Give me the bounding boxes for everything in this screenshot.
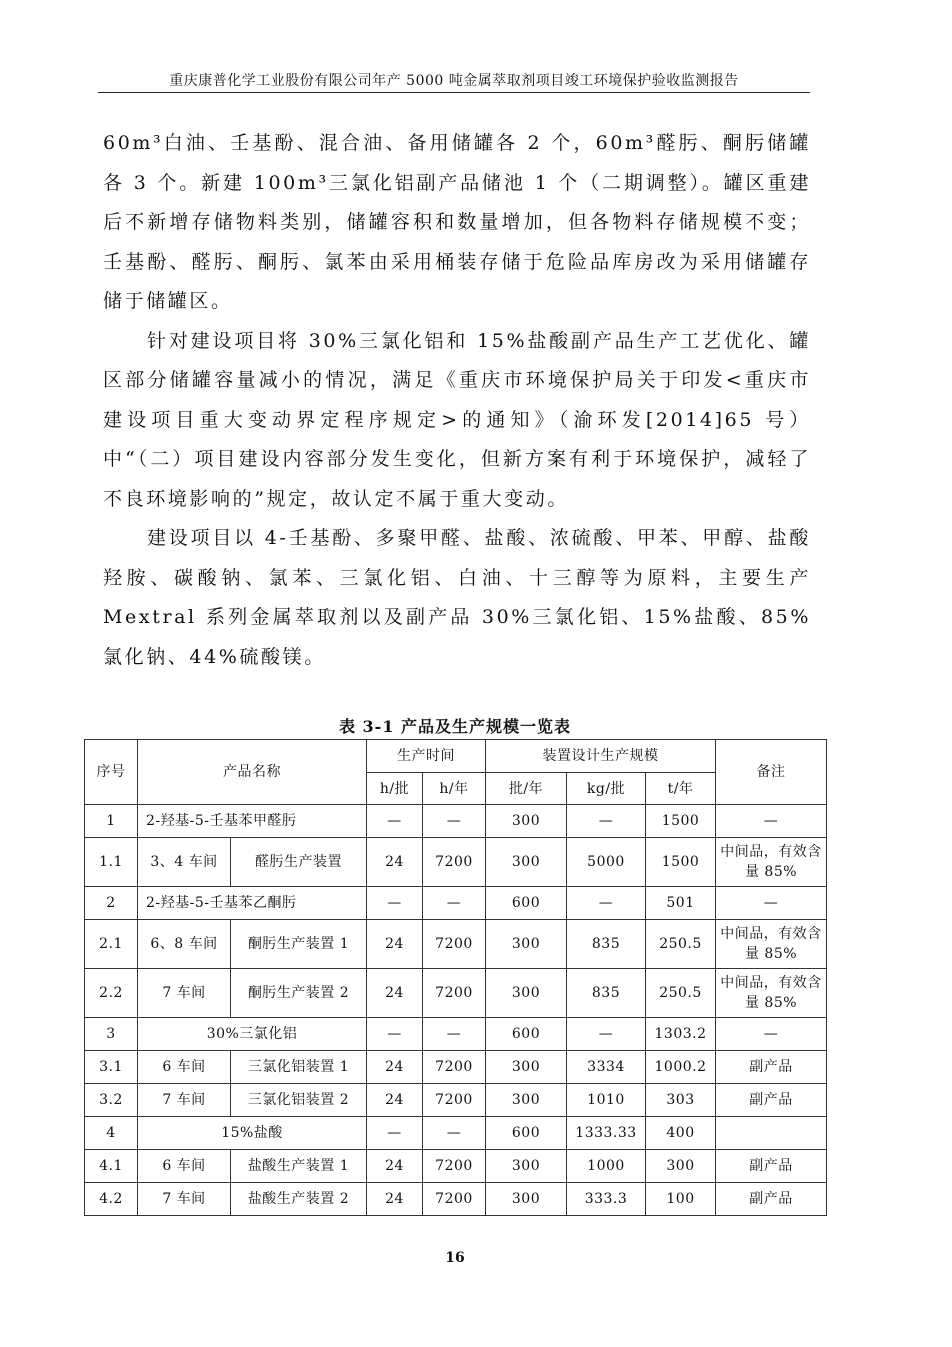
cell-seq: 2.1 (85, 920, 138, 969)
paragraph-raw-materials: 建设项目以 4-壬基酚、多聚甲醛、盐酸、浓硫酸、甲苯、甲醇、盐酸羟胺、碳酸钠、氯苯、三氯化铝、白油、十三醇等为原料，主要生产 Mextral 系列金属萃取剂以及副产品 30%三氯化铝、15%盐酸、85%氯化钠、44%硫酸镁。 (103, 527, 811, 668)
cell-kg-per-batch: — (567, 887, 646, 920)
cell-kg-per-batch: 3334 (567, 1051, 646, 1084)
cell-workshop: 6、8 车间 (138, 920, 231, 969)
cell-t-per-year: 1500 (646, 838, 716, 887)
header-kg-per-batch: kg/批 (567, 773, 646, 805)
cell-remark: 副产品 (716, 1051, 827, 1084)
table-row (85, 887, 827, 920)
cell-h-per-batch: — (367, 1018, 423, 1051)
cell-remark: 中间品，有效含量 85% (716, 920, 827, 969)
cell-t-per-year: 303 (646, 1084, 716, 1117)
cell-seq: 3.1 (85, 1051, 138, 1084)
cell-h-per-year: 7200 (423, 838, 486, 887)
header-product-name: 产品名称 (138, 740, 367, 805)
paragraph-tank-area: 60m³白油、壬基酚、混合油、备用储罐各 2 个，60m³醛肟、酮肟储罐各 3 个。新建 100m³三氯化铝副产品储池 1 个（二期调整）。罐区重建后不新增存储物料类别，储罐容积和数量增加，但各物料存储规模不变；壬基酚、醛肟、酮肟、氯苯由采用桶装存储于危险品库房改为采用储罐存储于储罐区。 (103, 132, 811, 312)
table-header-row (85, 740, 827, 773)
cell-t-per-year: 501 (646, 887, 716, 920)
table-row (85, 1183, 827, 1216)
cell-batch-per-year: 600 (486, 1117, 567, 1150)
cell-t-per-year: 250.5 (646, 920, 716, 969)
table-caption: 表 3-1 产品及生产规模一览表 (338, 717, 572, 736)
cell-remark: 中间品，有效含量 85% (716, 838, 827, 887)
product-scale-table (84, 739, 827, 1216)
cell-h-per-batch: — (367, 1117, 423, 1150)
table-row (85, 1051, 827, 1084)
header-divider (98, 92, 810, 93)
table-row (85, 805, 827, 838)
cell-device: 酮肟生产装置 2 (231, 969, 367, 1018)
cell-kg-per-batch: — (567, 1018, 646, 1051)
cell-h-per-batch: 24 (367, 969, 423, 1018)
cell-h-per-batch: — (367, 805, 423, 838)
cell-seq: 3 (85, 1018, 138, 1051)
cell-h-per-batch: 24 (367, 1051, 423, 1084)
cell-seq: 2 (85, 887, 138, 920)
header-seq: 序号 (85, 740, 138, 805)
cell-workshop: 7 车间 (138, 1183, 231, 1216)
cell-h-per-batch: 24 (367, 920, 423, 969)
cell-kg-per-batch: 333.3 (567, 1183, 646, 1216)
cell-workshop: 6 车间 (138, 1150, 231, 1183)
cell-h-per-batch: — (367, 887, 423, 920)
cell-batch-per-year: 300 (486, 838, 567, 887)
cell-h-per-year: 7200 (423, 969, 486, 1018)
paragraph-change-assessment: 针对建设项目将 30%三氯化铝和 15%盐酸副产品生产工艺优化、罐区部分储罐容量减小的情况，满足《重庆市环境保护局关于印发<重庆市建设项目重大变动界定程序规定>的通知》（渝环发[2014]65 号）中“（二）项目建设内容部分发生变化，但新方案有利于环境保护，减轻了不良环境影响的”规定，故认定不属于重大变动。 (103, 329, 811, 510)
table-row (85, 838, 827, 887)
cell-device: 三氯化铝装置 1 (231, 1051, 367, 1084)
table-body (85, 740, 827, 1216)
cell-t-per-year: 100 (646, 1183, 716, 1216)
cell-h-per-year: — (423, 1018, 486, 1051)
cell-product-name: 2-羟基-5-壬基苯乙酮肟 (138, 887, 367, 920)
cell-batch-per-year: 300 (486, 1084, 567, 1117)
header-batch-per-year: 批/年 (486, 773, 567, 805)
cell-workshop: 6 车间 (138, 1051, 231, 1084)
cell-remark: 中间品，有效含量 85% (716, 969, 827, 1018)
cell-t-per-year: 1500 (646, 805, 716, 838)
cell-workshop: 7 车间 (138, 1084, 231, 1117)
cell-seq: 4.1 (85, 1150, 138, 1183)
cell-remark: — (716, 887, 827, 920)
cell-seq: 3.2 (85, 1084, 138, 1117)
cell-remark: 副产品 (716, 1084, 827, 1117)
cell-device: 盐酸生产装置 2 (231, 1183, 367, 1216)
cell-kg-per-batch: 1000 (567, 1150, 646, 1183)
cell-kg-per-batch: 1333.33 (567, 1117, 646, 1150)
cell-kg-per-batch: 5000 (567, 838, 646, 887)
cell-device: 酮肟生产装置 1 (231, 920, 367, 969)
cell-remark: — (716, 805, 827, 838)
table-row (85, 920, 827, 969)
cell-product-name: 15%盐酸 (138, 1117, 367, 1150)
cell-t-per-year: 250.5 (646, 969, 716, 1018)
cell-seq: 4 (85, 1117, 138, 1150)
cell-h-per-year: — (423, 805, 486, 838)
table-row (85, 1150, 827, 1183)
cell-seq: 1.1 (85, 838, 138, 887)
header-remark: 备注 (716, 740, 827, 805)
header-design-scale: 装置设计生产规模 (486, 740, 716, 773)
cell-t-per-year: 1000.2 (646, 1051, 716, 1084)
cell-h-per-batch: 24 (367, 1084, 423, 1117)
cell-h-per-batch: 24 (367, 1150, 423, 1183)
cell-batch-per-year: 600 (486, 1018, 567, 1051)
cell-h-per-year: — (423, 887, 486, 920)
cell-seq: 1 (85, 805, 138, 838)
table-row (85, 969, 827, 1018)
cell-seq: 2.2 (85, 969, 138, 1018)
cell-h-per-year: 7200 (423, 920, 486, 969)
cell-h-per-year: 7200 (423, 1150, 486, 1183)
cell-seq: 4.2 (85, 1183, 138, 1216)
cell-batch-per-year: 300 (486, 1150, 567, 1183)
table-row (85, 1084, 827, 1117)
cell-h-per-year: — (423, 1117, 486, 1150)
cell-kg-per-batch: 835 (567, 969, 646, 1018)
body-text (103, 124, 811, 677)
cell-device: 醛肟生产装置 (231, 838, 367, 887)
cell-remark: 副产品 (716, 1150, 827, 1183)
cell-h-per-year: 7200 (423, 1051, 486, 1084)
report-header-title: 重庆康普化学工业股份有限公司年产 5000 吨金属萃取剂项目竣工环境保护验收监测报告 (169, 73, 739, 89)
cell-h-per-batch: 24 (367, 838, 423, 887)
cell-product-name: 30%三氯化铝 (138, 1018, 367, 1051)
table-row (85, 1117, 827, 1150)
cell-remark: 副产品 (716, 1183, 827, 1216)
cell-h-per-batch: 24 (367, 1183, 423, 1216)
cell-workshop: 7 车间 (138, 969, 231, 1018)
cell-product-name: 2-羟基-5-壬基苯甲醛肟 (138, 805, 367, 838)
cell-remark: — (716, 1018, 827, 1051)
cell-t-per-year: 400 (646, 1117, 716, 1150)
cell-batch-per-year: 300 (486, 969, 567, 1018)
cell-batch-per-year: 300 (486, 1183, 567, 1216)
header-h-per-year: h/年 (423, 773, 486, 805)
cell-h-per-year: 7200 (423, 1183, 486, 1216)
cell-kg-per-batch: — (567, 805, 646, 838)
cell-kg-per-batch: 1010 (567, 1084, 646, 1117)
cell-kg-per-batch: 835 (567, 920, 646, 969)
cell-t-per-year: 300 (646, 1150, 716, 1183)
cell-remark (716, 1117, 827, 1150)
cell-device: 三氯化铝装置 2 (231, 1084, 367, 1117)
cell-batch-per-year: 600 (486, 887, 567, 920)
cell-batch-per-year: 300 (486, 920, 567, 969)
cell-t-per-year: 1303.2 (646, 1018, 716, 1051)
cell-workshop: 3、4 车间 (138, 838, 231, 887)
cell-device: 盐酸生产装置 1 (231, 1150, 367, 1183)
cell-batch-per-year: 300 (486, 1051, 567, 1084)
page-number: 16 (445, 1250, 465, 1266)
header-t-per-year: t/年 (646, 773, 716, 805)
cell-batch-per-year: 300 (486, 805, 567, 838)
cell-h-per-year: 7200 (423, 1084, 486, 1117)
header-production-time: 生产时间 (367, 740, 486, 773)
table-row (85, 1018, 827, 1051)
header-h-per-batch: h/批 (367, 773, 423, 805)
